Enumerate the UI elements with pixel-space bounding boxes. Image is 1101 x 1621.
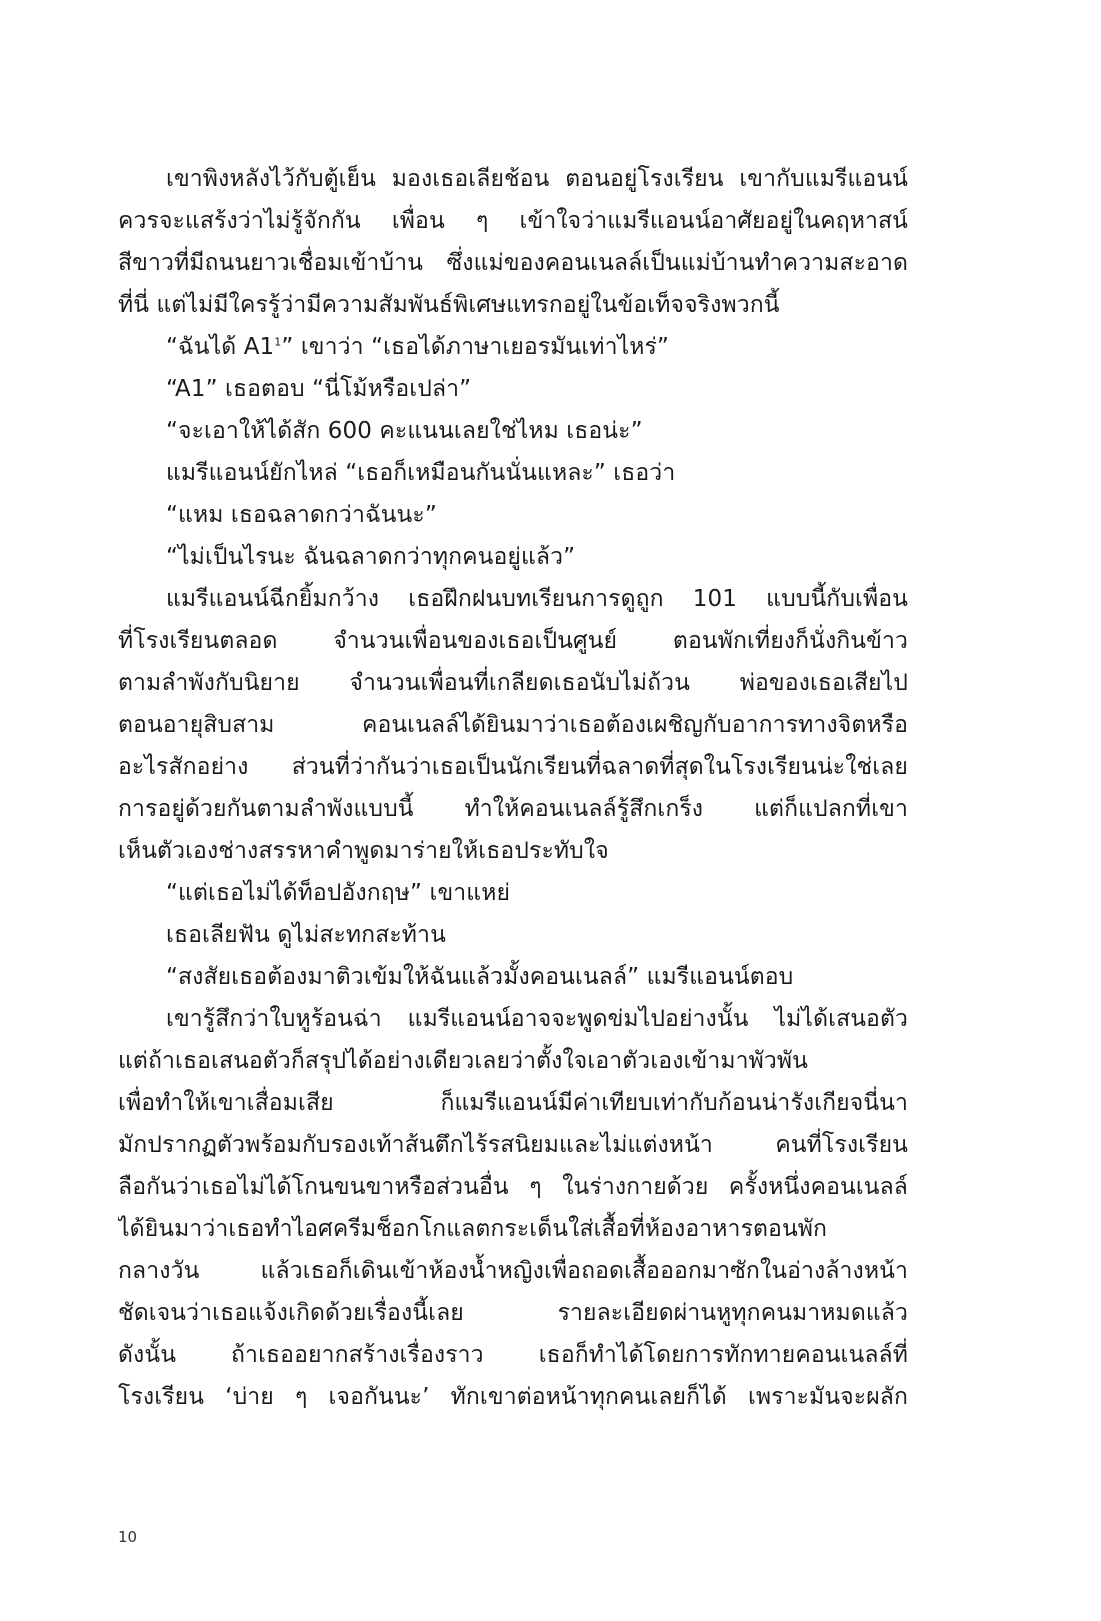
dialogue-text: ” เขาว่า “เธอได้ภาษาเยอรมันเท่าไหร่” [281,334,669,360]
paragraph-line: ตามลำพังกับนิยาย จำนวนเพื่อนที่เกลียดเธอนับไม่ถ้วน พ่อของเธอเสียไป [118,670,908,696]
dialogue-line: “ไม่เป็นไรนะ ฉันฉลาดกว่าทุกคนอยู่แล้ว” [166,544,576,570]
dialogue-line: “แหม เธอฉลาดกว่าฉันนะ” [166,502,437,528]
body-text [118,158,908,1418]
paragraph-first-line: แมรีแอนน์ฉีกยิ้มกว้าง เธอฝึกฝนบทเรียนการดูถูก 101 แบบนี้กับเพื่อน [166,586,908,612]
paragraph-line: ได้ยินมาว่าเธอทำไอศครีมช็อกโกแลตกระเด็นใส่เสื้อที่ห้องอาหารตอนพัก [118,1216,828,1242]
paragraph-line: ลือกันว่าเธอไม่ได้โกนขนขาหรือส่วนอื่น ๆ ในร่างกายด้วย ครั้งหนึ่งคอนเนลล์ [118,1174,908,1200]
paragraph-line: ดังนั้น ถ้าเธออยากสร้างเรื่องราว เธอก็ทำได้โดยการทักทายคอนเนลล์ที่ [118,1342,908,1368]
paragraph-last-line: เห็นตัวเองช่างสรรหาคำพูดมาร่ายให้เธอประทับใจ [118,838,609,864]
dialogue-line: “A1” เธอตอบ “นี่โม้หรือเปล่า” [166,376,472,402]
dialogue-line: เธอเลียฟัน ดูไม่สะทกสะท้าน [166,922,446,948]
paragraph-line: ที่โรงเรียนตลอด จำนวนเพื่อนของเธอเป็นศูนย์ ตอนพักเที่ยงก็นั่งกินข้าว [118,628,908,654]
paragraph-line: ควรจะแสร้งว่าไม่รู้จักกัน เพื่อน ๆ เข้าใจว่าแมรีแอนน์อาศัยอยู่ในคฤหาสน์ [118,208,908,234]
dialogue-line: “จะเอาให้ได้สัก 600 คะแนนเลยใช่ไหม เธอน่ะ” [166,418,643,444]
paragraph-line: กลางวัน แล้วเธอก็เดินเข้าห้องน้ำหญิงเพื่อถอดเสื้อออกมาซักในอ่างล้างหน้า [118,1258,908,1284]
paragraph-line: โรงเรียน ‘บ่าย ๆ เจอกันนะ’ ทักเขาต่อหน้าทุกคนเลยก็ได้ เพราะมันจะผลัก [118,1384,908,1410]
paragraph-line: แต่ถ้าเธอเสนอตัวก็สรุปได้อย่างเดียวเลยว่าตั้งใจเอาตัวเองเข้ามาพัวพัน [118,1048,808,1074]
dialogue-line: แมรีแอนน์ยักไหล่ “เธอก็เหมือนกันนั่นแหละ” เธอว่า [166,460,676,486]
paragraph-last-line: ที่นี่ แต่ไม่มีใครรู้ว่ามีความสัมพันธ์พิเศษแทรกอยู่ในข้อเท็จจริงพวกนี้ [118,292,780,318]
paragraph-line: เพื่อทำให้เขาเสื่อมเสีย ก็แมรีแอนน์มีค่าเทียบเท่ากับก้อนน่ารังเกียจนี่นา [118,1090,908,1116]
paragraph-first-line: เขาพิงหลังไว้กับตู้เย็น มองเธอเลียช้อน ตอนอยู่โรงเรียน เขากับแมรีแอนน์ [166,166,908,192]
paragraph-line: ตอนอายุสิบสาม คอนเนลล์ได้ยินมาว่าเธอต้องเผชิญกับอาการทางจิตหรือ [118,712,908,738]
paragraph-first-line: เขารู้สึกว่าใบหูร้อนฉ่า แมรีแอนน์อาจจะพูดข่มไปอย่างนั้น ไม่ได้เสนอตัว [166,1006,908,1032]
paragraph-line: อะไรสักอย่าง ส่วนที่ว่ากันว่าเธอเป็นนักเรียนที่ฉลาดที่สุดในโรงเรียนน่ะใช่เลย [118,754,908,780]
dialogue-line: “แต่เธอไม่ได้ท็อปอังกฤษ” เขาแหย่ [166,880,511,906]
paragraph-line: สีขาวที่มีถนนยาวเชื่อมเข้าบ้าน ซึ่งแม่ของคอนเนลล์เป็นแม่บ้านทำความสะอาด [118,250,908,276]
dialogue-line-with-footnote [118,326,908,368]
dialogue-line: “สงสัยเธอต้องมาติวเข้มให้ฉันแล้วมั้งคอนเนลล์” แมรีแอนน์ตอบ [166,964,794,990]
paragraph-line: ชัดเจนว่าเธอแจ้งเกิดด้วยเรื่องนี้เลย รายละเอียดผ่านหูทุกคนมาหมดแล้ว [118,1300,908,1326]
page-number: 10 [118,1528,138,1546]
dialogue-text: “ฉันได้ A1 [166,334,275,360]
footnote-marker: 1 [274,335,282,349]
paragraph-line: มักปรากฏตัวพร้อมกับรองเท้าส้นตึกไร้รสนิยมและไม่แต่งหน้า คนที่โรงเรียน [118,1132,908,1158]
paragraph-line: การอยู่ด้วยกันตามลำพังแบบนี้ ทำให้คอนเนลล์รู้สึกเกร็ง แต่ก็แปลกที่เขา [118,796,908,822]
